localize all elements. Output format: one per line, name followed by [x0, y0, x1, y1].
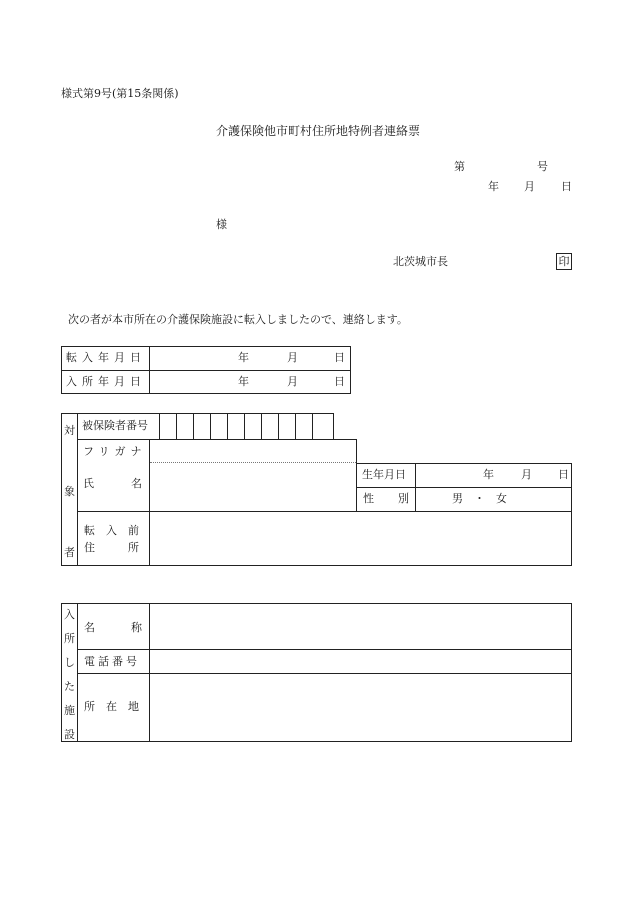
birthdate-label: 生年月日: [362, 468, 406, 481]
move-in-month-label: 月: [287, 351, 298, 364]
doc-number-suffix: 号: [537, 160, 548, 173]
admission-day-label: 日: [334, 375, 345, 388]
insured-number-field[interactable]: [160, 414, 333, 439]
move-in-date-label: 転入年月日: [66, 351, 146, 364]
sender-name: 北茨城市長: [393, 255, 448, 268]
facility-address-field[interactable]: [150, 674, 571, 741]
addressee-suffix: 様: [216, 218, 227, 231]
subject-side-label-2: 象: [64, 485, 75, 498]
issue-day-label: 日: [561, 180, 572, 193]
subject-side-label-3: 者: [64, 546, 75, 559]
facility-address-label: 所 在 地: [84, 700, 139, 713]
name-label-1: 氏: [83, 477, 94, 490]
issue-year-label: 年: [488, 180, 499, 193]
facility-side-label-6: 設: [64, 728, 75, 741]
subject-side-label-1: 対: [64, 424, 75, 437]
furigana-field[interactable]: [150, 440, 356, 462]
doc-number-prefix: 第: [454, 160, 465, 173]
move-in-day-label: 日: [334, 351, 345, 364]
form-number: 様式第9号(第15条関係): [61, 87, 179, 100]
facility-side-label-3: し: [64, 656, 75, 669]
sex-label-2: 別: [398, 492, 409, 505]
insured-number-label: 被保険者番号: [82, 419, 148, 432]
facility-phone-label: 電話番号: [84, 655, 140, 668]
name-field[interactable]: [150, 463, 356, 511]
birth-day-label: 日: [558, 468, 569, 481]
form-title: 介護保険他市町村住所地特例者連絡票: [216, 124, 421, 138]
name-label-2: 名: [131, 477, 142, 490]
furigana-label: フリガナ: [83, 445, 147, 458]
prev-address-label-1: 転 入 前: [84, 524, 139, 537]
facility-side-label-1: 入: [64, 608, 75, 621]
issue-month-label: 月: [524, 180, 535, 193]
prev-address-field[interactable]: [150, 512, 571, 565]
facility-name-label-1: 名: [84, 621, 95, 634]
doc-number-field[interactable]: [468, 157, 534, 173]
admission-year-label: 年: [238, 375, 249, 388]
facility-name-field[interactable]: [150, 604, 571, 649]
intro-text: 次の者が本市所在の介護保険施設に転入しましたので、連絡します。: [68, 313, 408, 326]
admission-date-label: 入所年月日: [66, 375, 146, 388]
birth-year-label: 年: [483, 468, 494, 481]
addressee-field[interactable]: [61, 215, 211, 233]
birth-month-label: 月: [521, 468, 532, 481]
admission-date-field[interactable]: [150, 371, 350, 393]
move-in-date-field[interactable]: [150, 347, 350, 369]
facility-side-label-2: 所: [64, 632, 75, 645]
prev-address-label-2: 住 所: [84, 541, 139, 554]
sex-label-1: 性: [363, 492, 374, 505]
admission-month-label: 月: [287, 375, 298, 388]
sex-options[interactable]: 男 ・ 女: [452, 492, 507, 505]
facility-side-label-5: 施: [64, 704, 75, 717]
facility-phone-field[interactable]: [150, 650, 571, 673]
facility-side-label-4: た: [64, 680, 75, 693]
facility-name-label-2: 称: [131, 621, 142, 634]
move-in-year-label: 年: [238, 351, 249, 364]
seal-mark: 印: [556, 253, 572, 270]
